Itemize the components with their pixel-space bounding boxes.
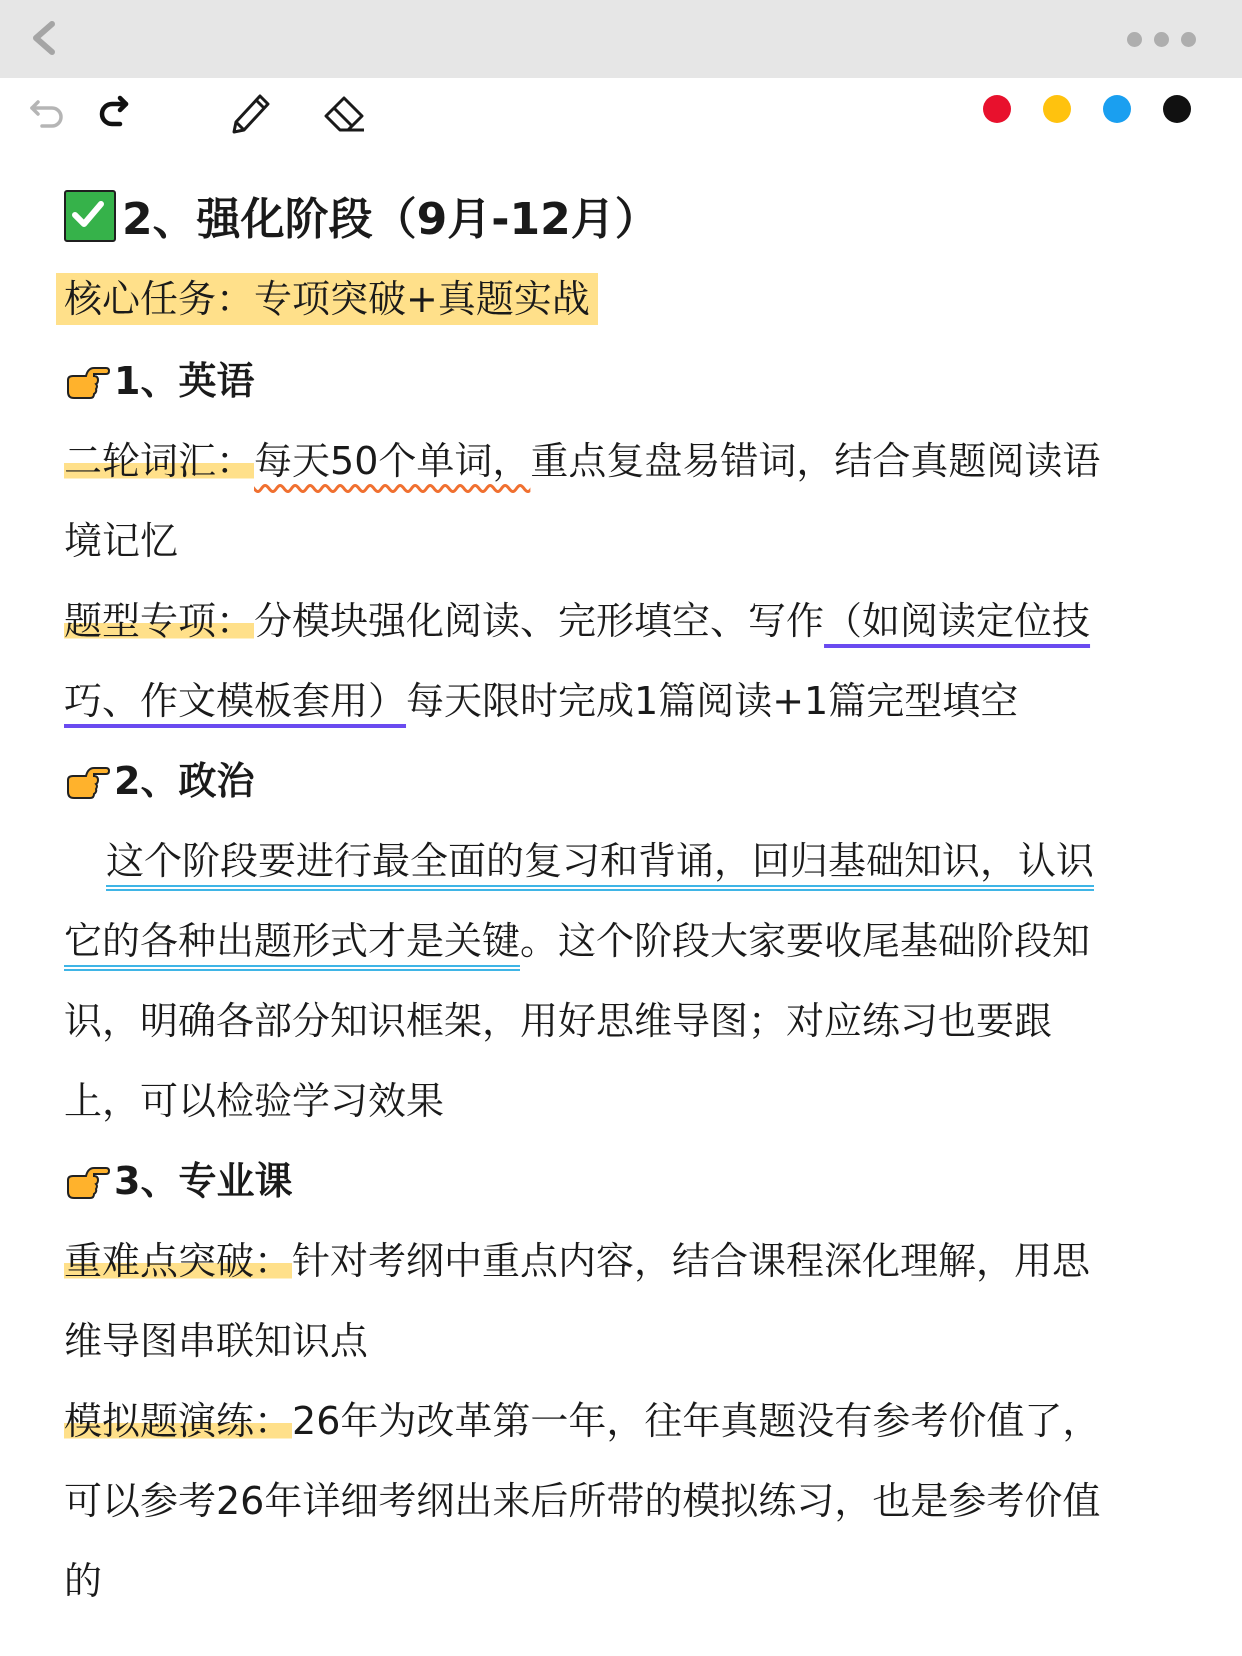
section-title xyxy=(64,190,1192,245)
politics-heading: 2、政治 xyxy=(64,756,1192,806)
core-task xyxy=(56,274,1192,324)
types-line-1: 题型专项：分模块强化阅读、完形填空、写作（如阅读定位技 xyxy=(64,599,1091,643)
politics-line-2: 它的各种出题形式才是关键。这个阶段大家要收尾基础阶段知 xyxy=(64,916,1192,966)
check-mark-icon xyxy=(64,190,116,242)
key-line-2: 维导图串联知识点 xyxy=(64,1319,369,1363)
core-task-text: 核心任务：专项突破+真题实战 xyxy=(56,273,598,325)
pointing-hand-icon xyxy=(64,762,110,802)
politics-line-1: 这个阶段要进行最全面的复习和背诵，回归基础知识，认识 xyxy=(106,836,1192,886)
politics-line-4: 上，可以检验学习效果 xyxy=(64,1079,445,1123)
types-line-2: 巧、作文模板套用）每天限时完成1篇阅读+1篇完型填空 xyxy=(64,679,1019,723)
pointing-hand-icon xyxy=(64,362,110,402)
vocab-line-1: 二轮词汇：每天50个单词，重点复盘易错词，结合真题阅读语 xyxy=(64,439,1101,483)
mock-line-1: 模拟题演练：26年为改革第一年，往年真题没有参考价值了， xyxy=(64,1399,1101,1443)
title-text: 2、强化阶段（9月-12月） xyxy=(122,194,659,245)
english-heading: 1、英语 xyxy=(64,356,1192,406)
key-line-1: 重难点突破：针对考纲中重点内容，结合课程深化理解，用思 xyxy=(64,1239,1091,1283)
mock-line-2: 可以参考26年详细考纲出来后所带的模拟练习，也是参考价值 xyxy=(64,1479,1101,1523)
vocab-line-2: 境记忆 xyxy=(64,519,179,563)
pointing-hand-icon xyxy=(64,1162,110,1202)
major-heading: 3、专业课 xyxy=(64,1156,1192,1206)
mock-line-3: 的 xyxy=(64,1559,103,1603)
politics-line-3: 识，明确各部分知识框架，用好思维导图；对应练习也要跟 xyxy=(64,999,1053,1043)
